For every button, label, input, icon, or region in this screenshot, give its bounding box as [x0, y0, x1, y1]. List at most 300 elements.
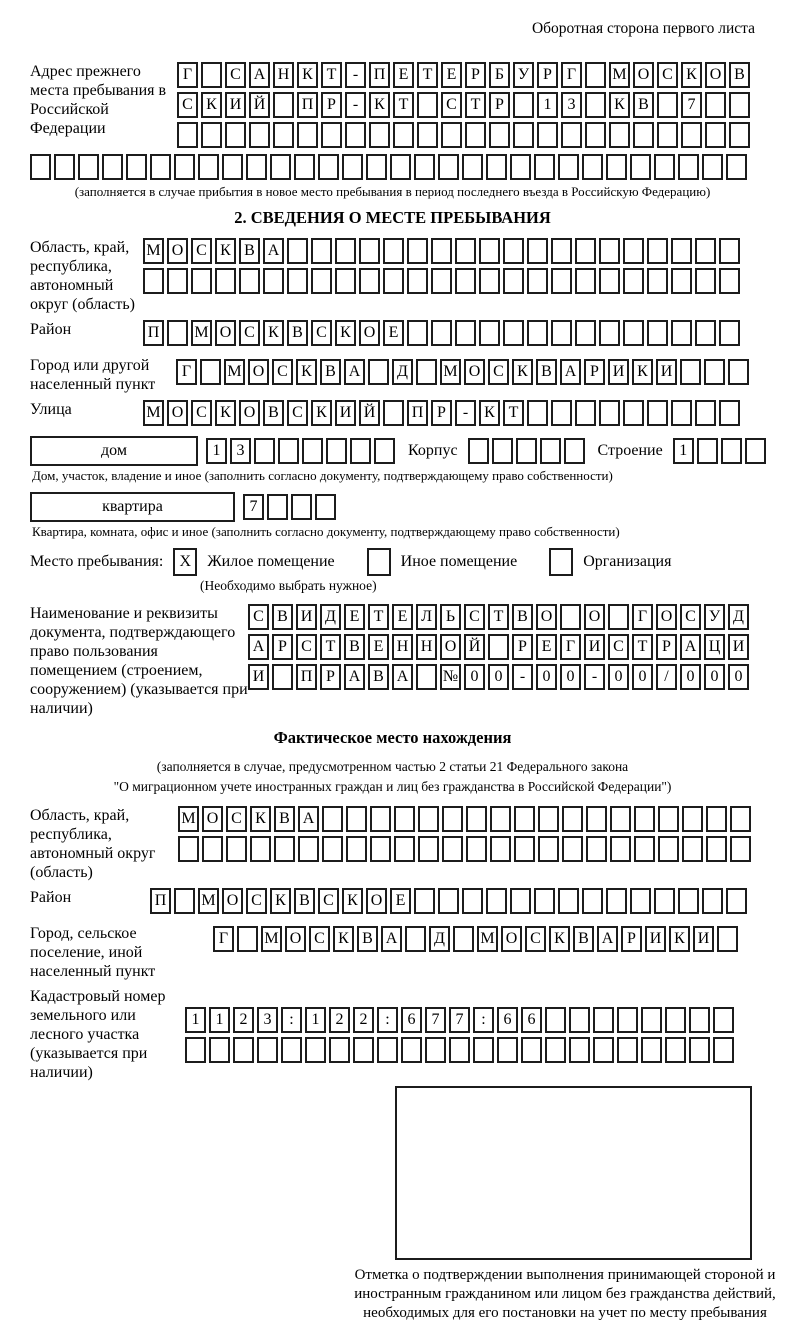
apartment-note: Квартира, комната, офис и иное (заполнить согласно документу, подтверждающему право собственности) [32, 524, 620, 539]
char-box [538, 836, 559, 862]
district-block [30, 320, 755, 350]
char-box: С [287, 400, 308, 426]
char-box: А [249, 62, 270, 88]
char-box [345, 122, 366, 148]
char-box [321, 122, 342, 148]
char-box [609, 122, 630, 148]
char-box: М [191, 320, 212, 346]
char-box [54, 154, 75, 180]
actual-region-block [30, 806, 755, 882]
char-box [287, 238, 308, 264]
char-box [647, 400, 668, 426]
char-box: К [297, 62, 318, 88]
char-box: К [369, 92, 390, 118]
char-box [466, 836, 487, 862]
char-box [174, 888, 195, 914]
char-box [298, 836, 319, 862]
char-box: Р [537, 62, 558, 88]
char-box: С [464, 604, 485, 630]
char-box [201, 122, 222, 148]
char-box [273, 122, 294, 148]
char-box [593, 1037, 614, 1063]
char-box: С [296, 634, 317, 660]
char-box [311, 268, 332, 294]
char-box [329, 1037, 350, 1063]
char-box [270, 154, 291, 180]
char-box [374, 438, 395, 464]
char-box [431, 238, 452, 264]
actual-district-block [30, 888, 755, 918]
char-box [359, 268, 380, 294]
document-label: Наименование и реквизиты документа, подтверждающего право пользования помещением (строением, сооружением) (указывается при наличии) [30, 605, 248, 717]
char-box: К [263, 320, 284, 346]
char-box: О [464, 359, 485, 385]
char-box [575, 320, 596, 346]
char-box: А [298, 806, 319, 832]
char-box: С [525, 926, 546, 952]
char-box: № [440, 664, 461, 690]
char-box: М [440, 359, 461, 385]
confirmation-stamp-box [395, 1086, 752, 1260]
stay-type-option-organization: Организация [583, 553, 672, 570]
char-box [417, 122, 438, 148]
char-box: С [226, 806, 247, 832]
house-box-label: дом [30, 436, 198, 466]
char-box [551, 268, 572, 294]
char-box: И [584, 634, 605, 660]
char-box: 0 [608, 664, 629, 690]
street-block [30, 400, 755, 430]
char-box: А [680, 634, 701, 660]
char-box: Д [320, 604, 341, 630]
char-box: - [345, 62, 366, 88]
char-box [418, 836, 439, 862]
char-box [462, 154, 483, 180]
char-box [593, 1007, 614, 1033]
char-box [465, 122, 486, 148]
char-box: К [201, 92, 222, 118]
char-box: В [272, 604, 293, 630]
char-box: : [473, 1007, 494, 1033]
char-box: И [645, 926, 666, 952]
char-box: К [311, 400, 332, 426]
confirmation-stamp-note: Отметка о подтверждении выполнения принимающей стороной и иностранным гражданином или лицом без гражданства действий, необходимых для его постановки на учет по месту пребывания [354, 1267, 776, 1321]
char-box: К [215, 238, 236, 264]
region-rows [143, 238, 743, 298]
stay-type-checkbox-organization [549, 548, 573, 576]
char-box: Е [392, 604, 413, 630]
char-box [671, 320, 692, 346]
char-box [586, 806, 607, 832]
char-box: Й [249, 92, 270, 118]
prev-address-rows [177, 62, 753, 152]
char-box [516, 438, 537, 464]
char-box: 1 [206, 438, 227, 464]
stay-type-hint: (Необходимо выбрать нужное) [200, 578, 377, 593]
char-box [383, 238, 404, 264]
char-box: М [609, 62, 630, 88]
char-box: Р [512, 634, 533, 660]
char-box: К [512, 359, 533, 385]
char-box [606, 888, 627, 914]
char-box [706, 836, 727, 862]
char-box: Е [390, 888, 411, 914]
char-box [468, 438, 489, 464]
char-box: К [250, 806, 271, 832]
char-box: А [597, 926, 618, 952]
char-box [695, 320, 716, 346]
char-box [291, 494, 312, 520]
char-box: А [263, 238, 284, 264]
char-box: Г [632, 604, 653, 630]
char-box: 0 [536, 664, 557, 690]
char-box [585, 92, 606, 118]
char-box: К [632, 359, 653, 385]
char-box [697, 438, 718, 464]
char-box: Р [431, 400, 452, 426]
char-box [705, 122, 726, 148]
char-box [634, 836, 655, 862]
char-box [177, 122, 198, 148]
char-box: 7 [449, 1007, 470, 1033]
char-box: К [681, 62, 702, 88]
char-box: К [549, 926, 570, 952]
char-box: 1 [673, 438, 694, 464]
char-box: В [294, 888, 315, 914]
char-box [383, 268, 404, 294]
char-box [222, 154, 243, 180]
char-box: А [560, 359, 581, 385]
char-box: С [225, 62, 246, 88]
char-box [237, 926, 258, 952]
char-box [545, 1037, 566, 1063]
char-box: 2 [353, 1007, 374, 1033]
char-box [479, 238, 500, 264]
cadastral-row-2 [185, 1037, 737, 1063]
char-box: И [296, 604, 317, 630]
char-box: Н [416, 634, 437, 660]
char-box [521, 1037, 542, 1063]
char-box [705, 92, 726, 118]
stay-type-label: Место пребывания: [30, 553, 164, 570]
char-box: В [633, 92, 654, 118]
stay-type-checkbox-residential: X [173, 548, 197, 576]
char-box: Й [359, 400, 380, 426]
char-box: С [309, 926, 330, 952]
char-box [490, 836, 511, 862]
prev-address-row-4 [30, 154, 755, 180]
city-block [30, 356, 755, 394]
actual-location-note-1: (заполняется в случае, предусмотренном частью 2 статьи 21 Федерального закона [156, 759, 629, 774]
char-box: Е [383, 320, 404, 346]
char-box [272, 664, 293, 690]
char-box: И [248, 664, 269, 690]
char-box: К [215, 400, 236, 426]
char-box: М [261, 926, 282, 952]
section2-title: 2. СВЕДЕНИЯ О МЕСТЕ ПРЕБЫВАНИЯ [234, 208, 551, 227]
stay-type-checkbox-other [367, 548, 391, 576]
char-box: В [573, 926, 594, 952]
char-box [582, 888, 603, 914]
char-box: Н [392, 634, 413, 660]
char-box [610, 806, 631, 832]
char-box [342, 154, 363, 180]
char-box: О [222, 888, 243, 914]
char-box [689, 1007, 710, 1033]
char-box [442, 806, 463, 832]
char-box: В [239, 238, 260, 264]
char-box: О [248, 359, 269, 385]
char-box: П [296, 664, 317, 690]
char-box: О [285, 926, 306, 952]
char-box [455, 268, 476, 294]
char-box [514, 806, 535, 832]
char-box: О [705, 62, 726, 88]
actual-region-row-1 [178, 806, 754, 832]
stay-type-option-residential: Жилое помещение [207, 553, 335, 570]
char-box: В [536, 359, 557, 385]
char-box: Б [489, 62, 510, 88]
char-box [359, 238, 380, 264]
char-box: - [584, 664, 605, 690]
char-box: Д [728, 604, 749, 630]
char-box: И [335, 400, 356, 426]
house-number-row [206, 438, 398, 464]
char-box [335, 268, 356, 294]
char-box: М [178, 806, 199, 832]
char-box [682, 806, 703, 832]
char-box [695, 400, 716, 426]
apartment-block [30, 492, 755, 522]
char-box [102, 154, 123, 180]
char-box: К [270, 888, 291, 914]
char-box [198, 154, 219, 180]
char-box [479, 268, 500, 294]
char-box [575, 400, 596, 426]
char-box: С [239, 320, 260, 346]
char-box: А [344, 359, 365, 385]
char-box: 1 [305, 1007, 326, 1033]
char-box [728, 359, 749, 385]
char-box [586, 836, 607, 862]
char-box [658, 836, 679, 862]
page-header: Оборотная сторона первого листа [531, 20, 755, 37]
char-box [503, 320, 524, 346]
char-box: И [656, 359, 677, 385]
char-box: С [608, 634, 629, 660]
char-box: С [318, 888, 339, 914]
char-box [702, 154, 723, 180]
char-box [249, 122, 270, 148]
char-box [726, 154, 747, 180]
char-box [641, 1007, 662, 1033]
char-box: И [728, 634, 749, 660]
char-box: - [455, 400, 476, 426]
char-box: Е [441, 62, 462, 88]
char-box [407, 268, 428, 294]
char-box [305, 1037, 326, 1063]
char-box: 0 [704, 664, 725, 690]
char-box [608, 604, 629, 630]
char-box [545, 1007, 566, 1033]
char-box: Р [465, 62, 486, 88]
char-box [370, 806, 391, 832]
char-box [416, 359, 437, 385]
char-box [490, 806, 511, 832]
char-box: Т [503, 400, 524, 426]
char-box [647, 238, 668, 264]
actual-district-label: Район [30, 889, 72, 906]
char-box: Н [273, 62, 294, 88]
char-box: К [342, 888, 363, 914]
char-box [442, 836, 463, 862]
char-box [719, 268, 740, 294]
char-box: Р [489, 92, 510, 118]
char-box: С [246, 888, 267, 914]
char-box [617, 1037, 638, 1063]
char-box [599, 320, 620, 346]
apartment-box-label: квартира [30, 492, 235, 522]
char-box: Е [393, 62, 414, 88]
prev-address-row-2 [177, 92, 753, 118]
char-box: 7 [243, 494, 264, 520]
char-box: 6 [497, 1007, 518, 1033]
char-box [377, 1037, 398, 1063]
char-box: Т [320, 634, 341, 660]
char-box: Р [621, 926, 642, 952]
char-box [370, 836, 391, 862]
char-box [551, 320, 572, 346]
char-box [599, 268, 620, 294]
char-box: У [704, 604, 725, 630]
char-box [606, 154, 627, 180]
char-box [730, 836, 751, 862]
char-box: - [345, 92, 366, 118]
actual-region-row-2 [178, 836, 754, 862]
char-box [654, 888, 675, 914]
char-box: М [477, 926, 498, 952]
actual-location-title: Фактическое место нахождения [273, 728, 512, 747]
char-box [322, 836, 343, 862]
char-box: О [215, 320, 236, 346]
char-box: 1 [185, 1007, 206, 1033]
stroenie-label: Строение [597, 442, 663, 459]
char-box: К [335, 320, 356, 346]
char-box [599, 400, 620, 426]
char-box: Е [344, 604, 365, 630]
char-box: П [369, 62, 390, 88]
char-box [462, 888, 483, 914]
char-box: С [311, 320, 332, 346]
char-box [671, 268, 692, 294]
char-box [209, 1037, 230, 1063]
prev-address-note: (заполняется в случае прибытия в новое место пребывания в период последнего въезда в Российскую Федерацию) [74, 184, 711, 199]
char-box: О [167, 238, 188, 264]
char-box [510, 154, 531, 180]
char-box: 6 [401, 1007, 422, 1033]
char-box: С [177, 92, 198, 118]
char-box [281, 1037, 302, 1063]
char-box [569, 1037, 590, 1063]
char-box: Р [584, 359, 605, 385]
char-box: 2 [233, 1007, 254, 1033]
char-box: А [392, 664, 413, 690]
char-box [226, 836, 247, 862]
char-box [191, 268, 212, 294]
char-box: Й [464, 634, 485, 660]
char-box: Г [177, 62, 198, 88]
char-box [488, 634, 509, 660]
char-box [150, 154, 171, 180]
char-box [416, 664, 437, 690]
char-box [680, 359, 701, 385]
stroenie-row [673, 438, 769, 464]
prev-address-row-3 [177, 122, 753, 148]
stay-type-option-other: Иное помещение [400, 553, 518, 570]
char-box [486, 888, 507, 914]
char-box [575, 268, 596, 294]
char-box: 3 [561, 92, 582, 118]
char-box: 3 [230, 438, 251, 464]
char-box: В [729, 62, 750, 88]
char-box: О [584, 604, 605, 630]
char-box [585, 62, 606, 88]
char-box: О [440, 634, 461, 660]
char-box [630, 888, 651, 914]
char-box [407, 320, 428, 346]
char-box [383, 400, 404, 426]
char-box: Ц [704, 634, 725, 660]
char-box: П [150, 888, 171, 914]
char-box: П [143, 320, 164, 346]
region-row-1 [143, 238, 743, 264]
char-box: К [333, 926, 354, 952]
char-box [671, 400, 692, 426]
char-box [527, 400, 548, 426]
char-box [569, 1007, 590, 1033]
char-box: М [143, 400, 164, 426]
char-box: Г [560, 634, 581, 660]
cadastral-block [30, 987, 755, 1082]
char-box [706, 806, 727, 832]
char-box [681, 122, 702, 148]
char-box: Д [429, 926, 450, 952]
char-box [366, 154, 387, 180]
char-box [721, 438, 742, 464]
char-box: Т [488, 604, 509, 630]
stay-type-block [30, 548, 755, 576]
char-box: Д [392, 359, 413, 385]
char-box: И [608, 359, 629, 385]
char-box [297, 122, 318, 148]
char-box [713, 1037, 734, 1063]
char-box [215, 268, 236, 294]
char-box [486, 154, 507, 180]
char-box [610, 836, 631, 862]
char-box: 7 [425, 1007, 446, 1033]
char-box: М [224, 359, 245, 385]
char-box [185, 1037, 206, 1063]
char-box: Г [176, 359, 197, 385]
char-box [438, 154, 459, 180]
char-box [704, 359, 725, 385]
char-box [346, 836, 367, 862]
char-box [527, 268, 548, 294]
char-box [369, 122, 390, 148]
char-box [634, 806, 655, 832]
char-box [267, 494, 288, 520]
char-box [405, 926, 426, 952]
